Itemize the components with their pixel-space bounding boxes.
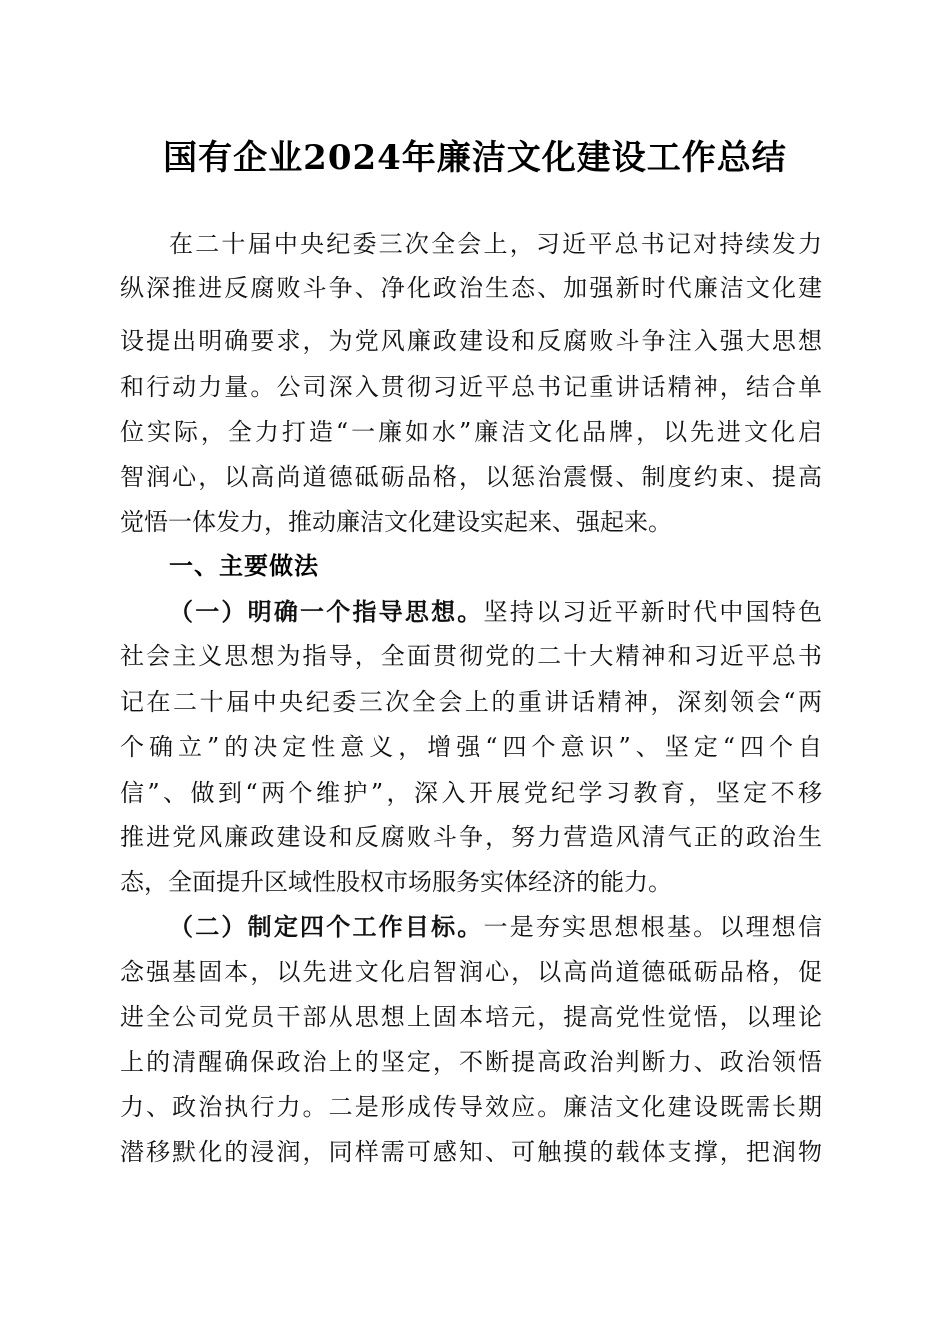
intro-line: 觉悟一体发力，推动廉洁文化建设实起来、强起来。 <box>120 508 672 536</box>
intro-line: 和行动力量。公司深入贯彻习近平总书记重讲话精神，结合单 <box>120 373 822 401</box>
item1-line: 个确立”的决定性意义，增强“四个意识”、坚定“四个自 <box>120 733 822 761</box>
item2-line: 上的清醒确保政治上的坚定，不断提高政治判断力、政治领悟 <box>120 1048 822 1076</box>
intro-line: 位实际，全力打造“一廉如水”廉洁文化品牌，以先进文化启 <box>120 418 822 446</box>
item2-line: 力、政治执行力。二是形成传导效应。廉洁文化建设既需长期 <box>120 1093 822 1121</box>
intro-line: 智润心，以高尚道德砥砺品格，以惩治震慑、制度约束、提高 <box>120 463 822 491</box>
item1-lead: （一）明确一个指导思想。 <box>169 598 484 626</box>
item1-first-line <box>169 590 822 634</box>
item1-line: 推进党风廉政建设和反腐败斗争，努力营造风清气正的政治生 <box>120 823 822 851</box>
item1-line: 记在二十届中央纪委三次全会上的重讲话精神，深刻领会“两 <box>120 688 822 716</box>
item2-lead: （二）制定四个工作目标。 <box>169 913 484 941</box>
section-heading: 一、主要做法 <box>169 552 319 580</box>
item1-line: 社会主义思想为指导，全面贯彻党的二十大精神和习近平总书 <box>120 642 822 670</box>
item2-first-line <box>169 905 822 949</box>
intro-line: 设提出明确要求，为党风廉政建设和反腐败斗争注入强大思想 <box>120 327 822 355</box>
item2-line: 念强基固本，以先进文化启智润心，以高尚道德砥砺品格，促 <box>120 958 822 986</box>
item2-line: 潜移默化的浸润，同样需可感知、可触摸的载体支撑，把润物 <box>120 1138 822 1166</box>
intro-line: 在二十届中央纪委三次全会上，习近平总书记对持续发力 <box>169 230 822 258</box>
item1-line: 信”、做到“两个维护”，深入开展党纪学习教育，坚定不移 <box>120 779 822 807</box>
item1-line: 态，全面提升区域性股权市场服务实体经济的能力。 <box>120 868 672 896</box>
document-title: 国有企业2024年廉洁文化建设工作总结 <box>163 138 787 178</box>
item2-line: 进全公司党员干部从思想上固本培元，提高党性觉悟，以理论 <box>120 1003 822 1031</box>
item1-first-rest: 坚持以习近平新时代中国特色 <box>483 598 822 626</box>
intro-line: 纵深推进反腐败斗争、净化政治生态、加强新时代廉洁文化建 <box>120 274 822 302</box>
item2-first-rest: 一是夯实思想根基。以理想信 <box>483 913 822 941</box>
